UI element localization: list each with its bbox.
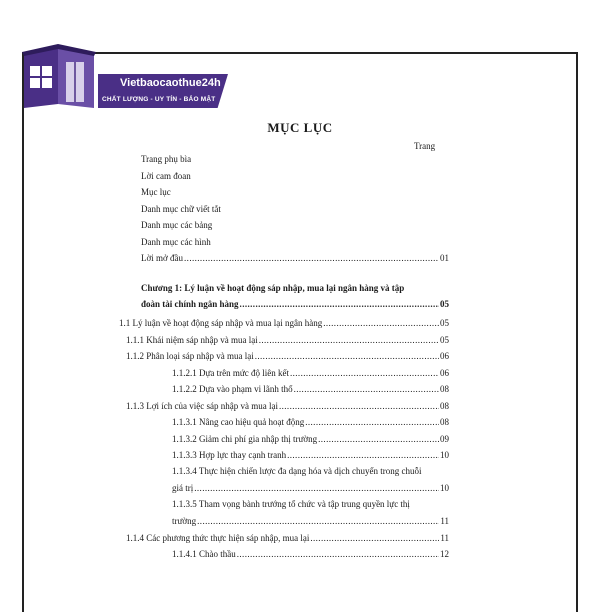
toc-row	[172, 417, 449, 428]
toc-page-number: 08	[440, 401, 449, 411]
toc-page-number: 12	[440, 549, 449, 559]
front-matter-item: Danh mục các hình	[141, 237, 211, 247]
toc-page-number: 05	[440, 335, 449, 345]
page-title: MỤC LỤC	[267, 120, 333, 135]
toc-label: 1.1.3 Lợi ích của việc sáp nhập và mua lại	[126, 401, 278, 411]
toc-leader-dots	[237, 550, 439, 560]
front-matter-item: Danh mục chữ viết tắt	[141, 204, 221, 214]
toc-row	[126, 351, 449, 362]
toc-label: 1.1.3.2 Giảm chi phí gia nhập thị trường	[172, 434, 318, 444]
toc-leader-dots	[184, 254, 439, 264]
toc-label: 1.1.4.1 Chào thầu	[172, 549, 236, 559]
toc-label-wrapped: 1.1.3.4 Thực hiện chiến lược đa dạng hóa và dịch chuyển trong chuỗi	[172, 466, 422, 476]
toc-leader-dots	[240, 300, 439, 310]
toc-label: 1.1.4 Các phương thức thực hiện sáp nhập, mua lại	[126, 533, 310, 543]
book-house-logo-icon	[20, 44, 104, 112]
toc-leader-dots	[294, 385, 439, 395]
logo-brand-name: Vietbaocaothue24h	[120, 77, 221, 89]
toc-row	[172, 549, 449, 560]
toc-label: Lời mở đầu	[141, 253, 184, 263]
toc-leader-dots	[255, 352, 439, 362]
page-column-header: Trang	[414, 141, 436, 151]
toc-page-number: 09	[440, 434, 449, 444]
brand-logo	[20, 44, 221, 112]
toc-page-number: 01	[440, 253, 449, 263]
toc-page-number: 08	[440, 417, 449, 427]
front-matter-item: Trang phụ bìa	[141, 154, 192, 164]
toc-label: đoàn tài chính ngân hàng	[141, 299, 239, 309]
toc-page-number: 06	[440, 368, 449, 378]
toc-leader-dots	[197, 517, 439, 527]
toc-label: trường	[172, 516, 197, 526]
toc-label: giá trị	[172, 483, 194, 493]
toc-page-number: 08	[440, 384, 449, 394]
toc-label-wrapped: 1.1.3.5 Tham vọng bành trướng tổ chức và tập trung quyền lực thị	[172, 499, 410, 509]
toc-row	[126, 533, 449, 544]
toc-page-number: 05	[440, 318, 449, 328]
toc-label: 1.1.3.3 Hợp lực thay cạnh tranh	[172, 450, 287, 460]
chapter-heading-line1: Chương 1: Lý luận về hoạt động sáp nhập, mua lại ngân hàng và tập	[141, 283, 405, 293]
toc-label: 1.1 Lý luận về hoạt động sáp nhập và mua lại ngân hàng	[119, 318, 323, 328]
logo-tagline: CHẤT LƯỢNG - UY TÍN - BẢO MẬT	[102, 96, 216, 103]
toc-page-number: 05	[440, 299, 449, 309]
toc-row	[126, 401, 449, 412]
toc-row	[172, 450, 449, 461]
toc-row	[172, 368, 449, 379]
toc-row	[172, 384, 449, 395]
toc-leader-dots	[194, 484, 439, 494]
toc-page-number: 10	[440, 483, 449, 493]
toc-label: 1.1.3.1 Nâng cao hiệu quả hoạt động	[172, 417, 305, 427]
toc-leader-dots	[310, 534, 439, 544]
toc-leader-dots	[323, 319, 439, 329]
toc-label: 1.1.2.2 Dựa vào phạm vi lãnh thổ	[172, 384, 293, 394]
toc-row-intro	[141, 253, 449, 264]
toc-label: 1.1.2.1 Dựa trên mức độ liên kết	[172, 368, 289, 378]
toc-leader-dots	[287, 451, 439, 461]
toc-page-number: 11	[440, 516, 449, 526]
toc-leader-dots	[259, 336, 439, 346]
toc-row	[119, 318, 449, 329]
toc-page-number: 06	[440, 351, 449, 361]
toc-leader-dots	[318, 435, 439, 445]
toc-leader-dots	[290, 369, 439, 379]
toc-row	[172, 434, 449, 445]
toc-leader-dots	[305, 418, 439, 428]
toc-label: 1.1.1 Khái niệm sáp nhập và mua lại	[126, 335, 258, 345]
document-page-frame	[22, 52, 578, 612]
front-matter-item: Mục lục	[141, 187, 171, 197]
front-matter-item: Danh mục các bảng	[141, 220, 213, 230]
toc-page-number: 11	[440, 533, 449, 543]
toc-page-number: 10	[440, 450, 449, 460]
toc-row	[172, 516, 449, 527]
toc-label: 1.1.2 Phân loại sáp nhập và mua lại	[126, 351, 254, 361]
front-matter-item: Lời cam đoan	[141, 171, 191, 181]
toc-row	[126, 335, 449, 346]
toc-leader-dots	[279, 402, 439, 412]
toc-row-chapter1	[141, 299, 449, 310]
toc-row	[172, 483, 449, 494]
